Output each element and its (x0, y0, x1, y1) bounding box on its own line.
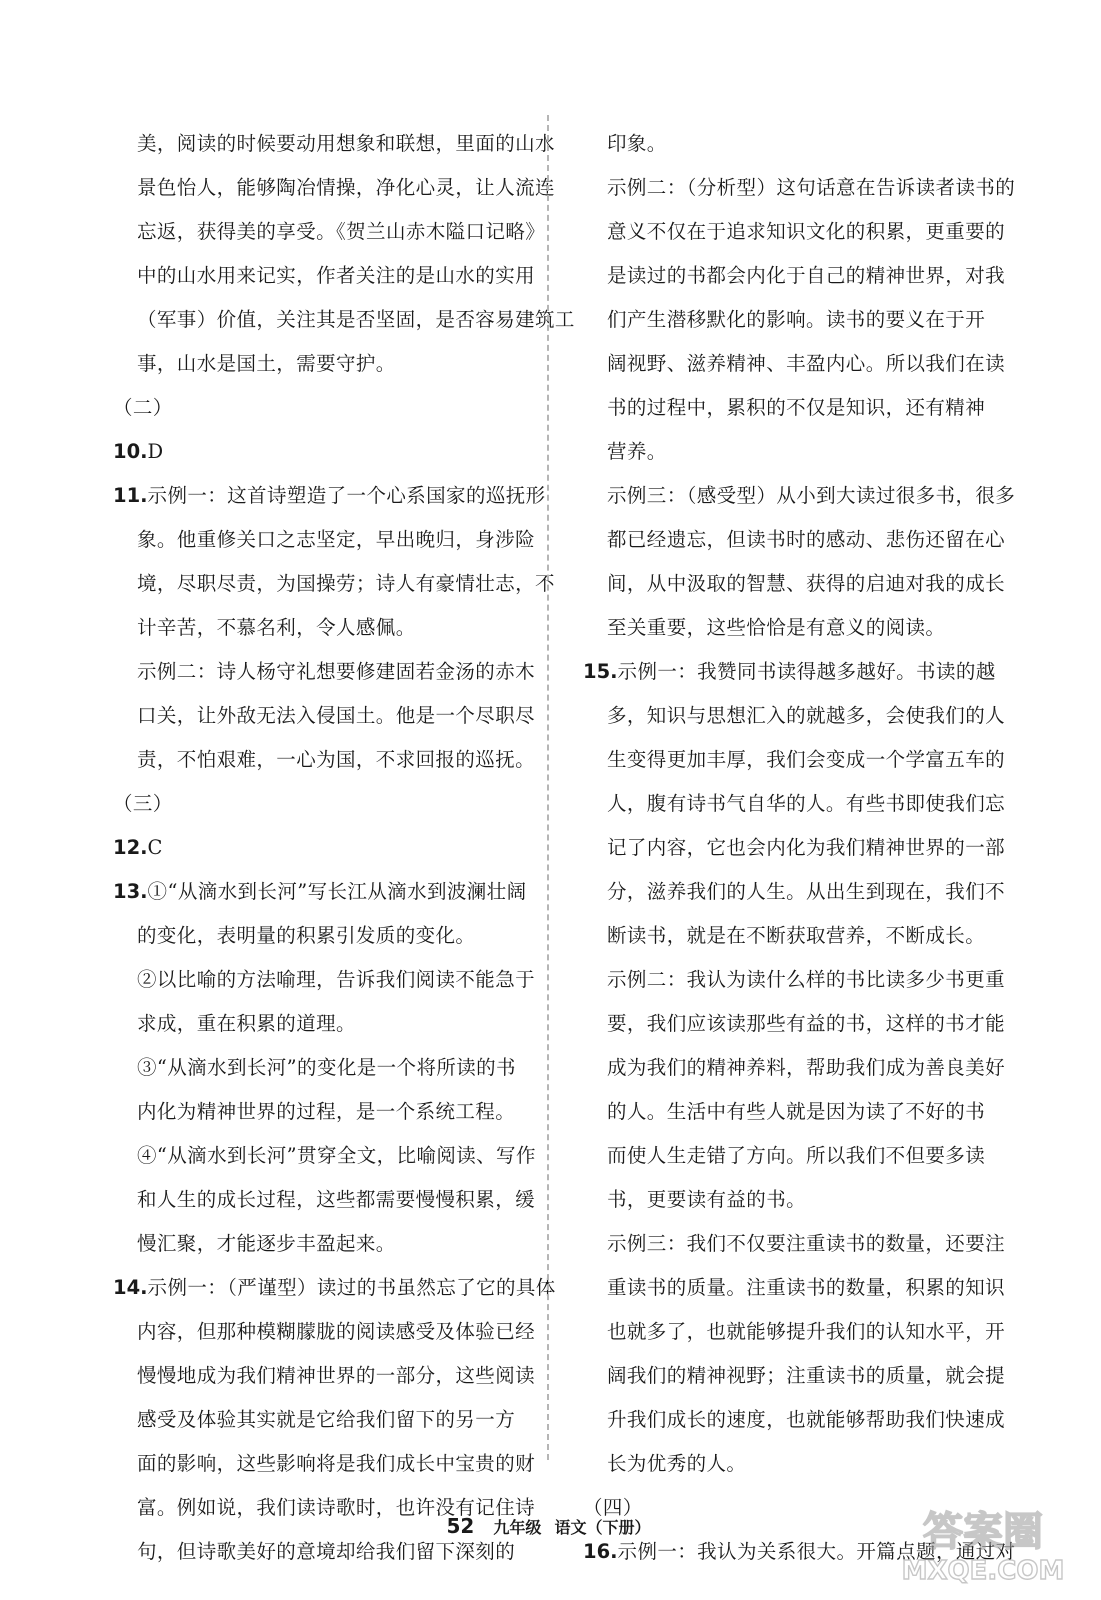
text-line (583, 1178, 1003, 1222)
text-line (583, 1090, 1003, 1134)
text-line (113, 1046, 528, 1090)
text-line (583, 166, 1016, 210)
text-line (113, 1002, 528, 1046)
text-line (113, 518, 536, 562)
line-text: 升我们成长的速度，也就能够帮助我们快速成 (607, 1408, 1006, 1431)
page-number: 52 (446, 1514, 475, 1538)
line-text: 求成，重在积累的道理。 (137, 1012, 356, 1035)
text-line (113, 1398, 528, 1442)
text-line (113, 386, 528, 430)
line-text: D (147, 440, 164, 463)
text-line (113, 870, 528, 914)
line-text: 境，尽职尽责，为国操劳；诗人有豪情壮志，不 (137, 572, 555, 595)
text-line (113, 1134, 536, 1178)
line-text: 示例二：（分析型）这句话意在告诉读者读书的 (607, 176, 1016, 199)
line-text: ①“从滴水到长河”写长江从滴水到波澜壮阔 (147, 880, 527, 903)
line-text: 记了内容，它也会内化为我们精神世界的一部 (607, 836, 1006, 859)
text-line (583, 210, 1006, 254)
text-line (113, 914, 528, 958)
text-line (113, 1090, 528, 1134)
line-text: 事，山水是国土，需要守护。 (137, 352, 396, 375)
left-column (113, 122, 575, 1574)
line-text: 们产生潜移默化的影响。读书的要义在于开 (607, 308, 986, 331)
line-text: 也就多了，也就能够提升我们的认知水平，开 (607, 1320, 1006, 1343)
line-text: 中的山水用来记实，作者关注的是山水的实用 (137, 264, 536, 287)
question-number: 12. (113, 836, 148, 859)
text-line (583, 738, 1006, 782)
text-line (583, 1266, 1006, 1310)
line-text: 断读书，就是在不断获取营养，不断成长。 (607, 924, 986, 947)
line-text: 长为优秀的人。 (607, 1452, 747, 1475)
subject-label: 语文（下册） (554, 1518, 651, 1537)
line-text: 多，知识与思想汇入的就越多，会使我们的人 (607, 704, 1006, 727)
line-text: 计辛苦，不慕名利，令人感佩。 (137, 616, 416, 639)
line-text: 阔视野、滋养精神、丰盈内心。所以我们在读 (607, 352, 1006, 375)
text-line (113, 1442, 536, 1486)
line-text: 书，更要读有益的书。 (607, 1188, 807, 1211)
line-text: 象。他重修关口之志坚定，早出晚归，身涉险 (137, 528, 536, 551)
text-line (113, 298, 575, 342)
line-text: （四） (583, 1496, 643, 1519)
line-text: 示例三：我们不仅要注重读书的数量，还要注 (607, 1232, 1006, 1255)
line-text: 都已经遗忘，但读书时的感动、悲伤还留在心 (607, 528, 1006, 551)
line-text: 的变化，表明量的积累引发质的变化。 (137, 924, 476, 947)
grade-label: 九年级 (493, 1518, 542, 1537)
text-line (113, 122, 555, 166)
right-column (583, 122, 1016, 1574)
text-line (583, 1310, 1006, 1354)
text-line (583, 518, 1006, 562)
question-number: 11. (113, 484, 148, 507)
text-line (583, 342, 1006, 386)
text-line (583, 958, 1006, 1002)
line-text: 感受及体验其实就是它给我们留下的另一方 (137, 1408, 516, 1431)
line-text: 生变得更加丰厚，我们会变成一个学富五车的 (607, 748, 1006, 771)
text-line (113, 782, 528, 826)
text-line (583, 298, 1003, 342)
text-line (113, 210, 546, 254)
text-line (583, 606, 1003, 650)
text-line (583, 1046, 1006, 1090)
line-text: 印象。 (607, 132, 667, 155)
text-line (583, 562, 1006, 606)
text-line (113, 1310, 536, 1354)
text-line (113, 474, 546, 518)
text-line (583, 122, 1003, 166)
text-line (113, 958, 536, 1002)
line-text: 示例二：诗人杨守礼想要修建固若金汤的赤木 (137, 660, 536, 683)
line-text: 富。例如说，我们读诗歌时，也许没有记住诗 (137, 1496, 536, 1519)
watermark-logo (883, 1495, 1083, 1590)
line-text: 分，滋养我们的人生。从出生到现在，我们不 (607, 880, 1006, 903)
text-line (113, 1354, 536, 1398)
question-number: 14. (113, 1276, 148, 1299)
line-text: 示例一：我赞同书读得越多越好。书读的越 (617, 660, 996, 683)
text-line (583, 1442, 1003, 1486)
line-text: 成为我们的精神养料，帮助我们成为善良美好 (607, 1056, 1006, 1079)
text-line (113, 254, 536, 298)
line-text: 的人。生活中有些人就是因为读了不好的书 (607, 1100, 986, 1123)
line-text: （二） (113, 396, 173, 419)
text-line (583, 826, 1006, 870)
text-line (583, 254, 1006, 298)
line-text: C (147, 836, 163, 859)
line-text: 景色怡人，能够陶冶情操，净化心灵，让人流连 (137, 176, 555, 199)
text-line (113, 430, 528, 474)
text-line (113, 562, 555, 606)
line-text: 示例一：这首诗塑造了一个心系国家的巡抚形 (147, 484, 546, 507)
line-text: 营养。 (607, 440, 667, 463)
line-text: 内化为精神世界的过程，是一个系统工程。 (137, 1100, 516, 1123)
line-text: 慢汇聚，才能逐步丰盈起来。 (137, 1232, 396, 1255)
line-text: 美，阅读的时候要动用想象和联想，里面的山水 (137, 132, 555, 155)
line-text: 口关，让外敌无法入侵国土。他是一个尽职尽 (137, 704, 536, 727)
line-text: 示例三：（感受型）从小到大读过很多书，很多 (607, 484, 1016, 507)
line-text: 示例二：我认为读什么样的书比读多少书更重 (607, 968, 1006, 991)
text-line (583, 386, 1003, 430)
question-number: 15. (583, 660, 618, 683)
text-line (583, 650, 1003, 694)
line-text: 忘返，获得美的享受。《贺兰山赤木隘口记略》 (137, 220, 546, 243)
text-line (583, 1222, 1006, 1266)
text-line (113, 166, 555, 210)
text-line (583, 1398, 1006, 1442)
text-line (583, 914, 1003, 958)
line-text: 是读过的书都会内化于自己的精神世界，对我 (607, 264, 1006, 287)
line-text: 而使人生走错了方向。所以我们不但要多读 (607, 1144, 986, 1167)
text-line (113, 606, 528, 650)
text-line (583, 1002, 1006, 1046)
question-number: 10. (113, 440, 148, 463)
line-text: （三） (113, 792, 173, 815)
line-text: ②以比喻的方法喻理，告诉我们阅读不能急于 (137, 968, 536, 991)
text-line (583, 430, 1003, 474)
line-text: （军事）价值，关注其是否坚固，是否容易建筑工 (137, 308, 575, 331)
question-number: 16. (583, 1540, 618, 1563)
text-line (113, 826, 528, 870)
text-line (113, 738, 536, 782)
line-text: 书的过程中，累积的不仅是知识，还有精神 (607, 396, 986, 419)
text-line (583, 782, 1006, 826)
line-text: 阔我们的精神视野；注重读书的质量，就会提 (607, 1364, 1006, 1387)
text-line (113, 694, 536, 738)
text-line (113, 1222, 528, 1266)
line-text: 示例一：我认为关系很大。开篇点题，通过对 (617, 1540, 1016, 1563)
line-text: 重读书的质量。注重读书的数量，积累的知识 (607, 1276, 1006, 1299)
line-text: 内容，但那种模糊朦胧的阅读感受及体验已经 (137, 1320, 536, 1343)
line-text: 人，腹有诗书气自华的人。有些书即使我们忘 (607, 792, 1006, 815)
text-line (583, 1354, 1006, 1398)
line-text: 和人生的成长过程，这些都需要慢慢积累，缓 (137, 1188, 536, 1211)
watermark-top-text: 答案圈 (923, 1509, 1043, 1555)
text-line (583, 694, 1006, 738)
text-line (113, 342, 528, 386)
line-text: 面的影响，这些影响将是我们成长中宝贵的财 (137, 1452, 536, 1475)
watermark-bottom-text: MXQE.COM (901, 1556, 1065, 1586)
text-line (583, 1134, 1003, 1178)
text-line (583, 870, 1006, 914)
line-text: 句，但诗歌美好的意境却给我们留下深刻的 (137, 1540, 516, 1563)
line-text: ④“从滴水到长河”贯穿全文，比喻阅读、写作 (137, 1144, 536, 1167)
line-text: 责，不怕艰难，一心为国，不求回报的巡抚。 (137, 748, 536, 771)
column-divider (547, 115, 549, 1460)
text-line (113, 650, 536, 694)
line-text: 意义不仅在于追求知识文化的积累，更重要的 (607, 220, 1006, 243)
line-text: 至关重要，这些恰恰是有意义的阅读。 (607, 616, 946, 639)
text-line (113, 1266, 556, 1310)
line-text: 要，我们应该读那些有益的书，这样的书才能 (607, 1012, 1006, 1035)
line-text: ③“从滴水到长河”的变化是一个将所读的书 (137, 1056, 516, 1079)
text-line (583, 474, 1016, 518)
line-text: 示例一：（严谨型）读过的书虽然忘了它的具体 (147, 1276, 556, 1299)
question-number: 13. (113, 880, 148, 903)
text-line (113, 1178, 536, 1222)
line-text: 间，从中汲取的智慧、获得的启迪对我的成长 (607, 572, 1006, 595)
line-text: 慢慢地成为我们精神世界的一部分，这些阅读 (137, 1364, 536, 1387)
